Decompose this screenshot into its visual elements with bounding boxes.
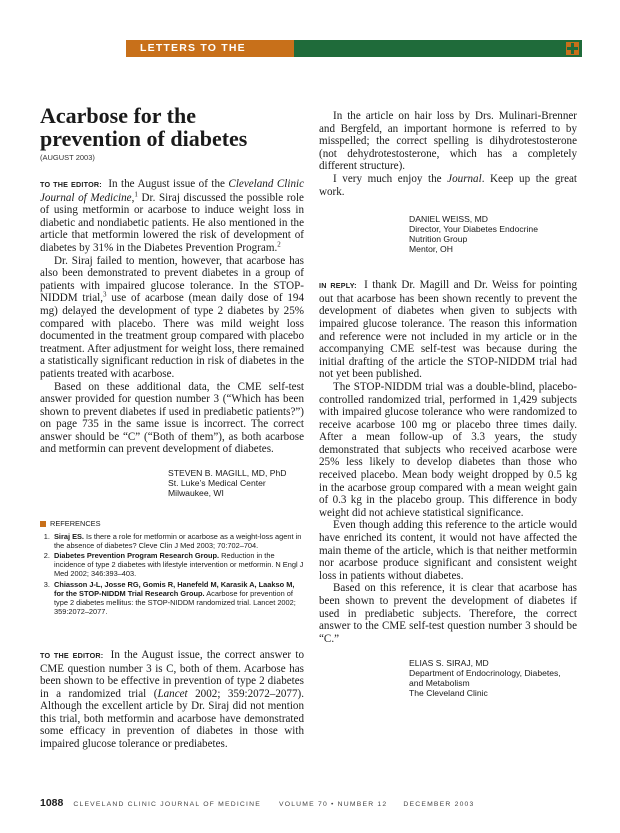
- reply-signature: [319, 658, 577, 698]
- article-title: Acarbose for the prevention of diabetes: [40, 103, 248, 151]
- article-date: (AUGUST 2003): [40, 153, 95, 162]
- reply-paragraph: IN REPLY: I thank Dr. Magill and Dr. Weiss for pointing out that acarbose has been shown recently to prevent the development of diabetes when given to subjects with impaired glucose tolerance. The reason this information and reference were not included in my article or in the accompanying CME self-test was because during the initial drafting of the article the STOP-NIDDM trial had not yet been published.: [319, 279, 577, 381]
- square-bullet-icon: [40, 521, 46, 527]
- signature-location: The Cleveland Clinic: [409, 688, 488, 699]
- signature-name: STEVEN B. MAGILL, MD, PhD: [168, 468, 287, 479]
- footer-date: DECEMBER 2003: [403, 801, 475, 808]
- references-heading: REFERENCES: [40, 519, 304, 528]
- letter2-signature: [319, 214, 577, 254]
- reply-lead: IN REPLY:: [319, 281, 357, 291]
- reply-paragraph: Even though adding this reference to the article would have enriched its content, it would not have affected the main theme of the article, which is that neither metformin nor acarbose produce significant and consistent weight loss in patients without diabetes.: [319, 519, 577, 582]
- letter2-paragraph: In the article on hair loss by Drs. Mulinari-Brenner and Bergfeld, an important hormone is referred to by misspelled; the correct spelling is dihydrotestosterone (not dehydrotestosterone, which has a completely different structure).: [319, 110, 577, 173]
- signature-affiliation: Department of Endocrinology, Diabetes,: [409, 668, 561, 679]
- reference-item: 2. Diabetes Prevention Program Research Group. Reduction in the incidence of type 2 diabetes with lifestyle intervention or metformin. N Engl J Med 2002; 346:393–403.: [52, 551, 304, 578]
- signature-location: Mentor, OH: [409, 244, 453, 255]
- footer-journal: CLEVELAND CLINIC JOURNAL OF MEDICINE: [73, 801, 261, 808]
- signature-affiliation: Nutrition Group: [409, 234, 468, 245]
- letter2-paragraph: I very much enjoy the Journal. Keep up the great work.: [319, 172, 578, 198]
- signature-affiliation: St. Luke’s Medical Center: [168, 478, 266, 489]
- reply-paragraph: Based on this reference, it is clear that acarbose has been shown to prevent the development of diabetes if used in prediabetic subjects. Therefore, the correct answer to the CME self-test question number 3 should be “C.”: [319, 582, 577, 645]
- references-list: [40, 532, 304, 616]
- page-number: 1088: [40, 797, 64, 809]
- section-banner: [126, 40, 582, 71]
- letter1-signature: [40, 468, 304, 498]
- page-footer: [40, 797, 475, 809]
- reference-item: 3. Chiasson J-L, Josse RG, Gomis R, Hanefeld M, Karasik A, Laakso M, for the STOP-NIDDM Trial Research Group. Acarbose for prevention of type 2 diabetes mellitus: the STOP-NIDDM randomized trial. Lancet 2002; 359:2072–2077.: [52, 580, 304, 616]
- footer-volume: VOLUME 70 • NUMBER 12: [278, 801, 388, 808]
- left-column: [40, 104, 304, 751]
- signature-affiliation: and Metabolism: [409, 678, 470, 689]
- journal-logo-icon: [566, 42, 579, 55]
- signature-name: DANIEL WEISS, MD: [409, 214, 488, 225]
- signature-affiliation: Director, Your Diabetes Endocrine: [409, 224, 538, 235]
- banner-accent: [126, 40, 294, 71]
- signature-location: Milwaukee, WI: [168, 488, 224, 499]
- section-title: LETTERS TO THE EDITOR: [140, 42, 246, 71]
- letter1-lead: TO THE EDITOR:: [40, 180, 102, 189]
- reply-paragraph: The STOP-NIDDM trial was a double-blind, placebo-controlled randomized trial, performed in 1,429 subjects with impaired glucose tolerance who were randomized to receive acarbose 100 mg or placebo three times daily. After a mean follow-up of 3.3 years, the study demonstrated that subjects who received acarbose were 25% less likely to develop diabetes than those who received placebo. Mean body weight dropped by 0.5 kg in the acarbose group compared with a mean weight gain of 0.3 kg in the placebo group. This difference in body weight did not achieve statistical significance.: [319, 380, 577, 519]
- letter2-paragraph: TO THE EDITOR: In the August issue, the correct answer to CME question number 3 is C, both of them. Acarbose has been shown to be effective in prevention of type 2 diabetes in a randomized trial (Lancet 2002; 359:2072–2077). Although the excellent article by Dr. Siraj did not mention this trial, both metformin and acarbose have demonstrated some efficacy in prevention of diabetes in those with impaired glucose tolerance or prediabetes.: [40, 648, 305, 751]
- letter1-paragraph: TO THE EDITOR: In the August issue of the Cleveland Clinic Journal of Medicine,$^1$ Dr. Siraj discussed the possible role of using metformin or acarbose to induce weight loss in diabetic and nondiabetic patients. He also mentioned in the article that metformin lowered the risk of development of diabetes by 31% in the Diabetes Prevention Program.$^2$: [40, 178, 304, 254]
- letter2-lead: TO THE EDITOR:: [40, 650, 104, 660]
- reference-item: 1. Siraj ES. Is there a role for metformin or acarbose as a weight-loss agent in the absence of diabetes? Cleve Clin J Med 2003; 70:702–704.: [52, 532, 304, 550]
- letter1-paragraph: Based on these additional data, the CME self-test answer provided for question number 3 (“Which has been shown to prevent diabetes if used in prediabetic patients?”) on page 735 in the same issue is incorrect. The correct answer should be “C” (“Both of them”), as both acarbose and metformin can prevent development of diabetes.: [40, 380, 304, 456]
- signature-name: ELIAS S. SIRAJ, MD: [409, 658, 489, 669]
- right-column: [319, 110, 577, 698]
- letter1-paragraph: Dr. Siraj failed to mention, however, that acarbose has also been demonstrated to prevent diabetes in a group of patients with impaired glucose tolerance. In the STOP-NIDDM trial,$^3$ use of acarbose (mean daily dose of 194 mg) delayed the development of type 2 diabetes by 25% compared with placebo. There was mild weight loss documented in the treatment group compared with placebo treatment. After adjustment for weight loss, there remained a statistically significant reduction in risk of diabetes in the patients treated with acarbose.: [40, 254, 304, 380]
